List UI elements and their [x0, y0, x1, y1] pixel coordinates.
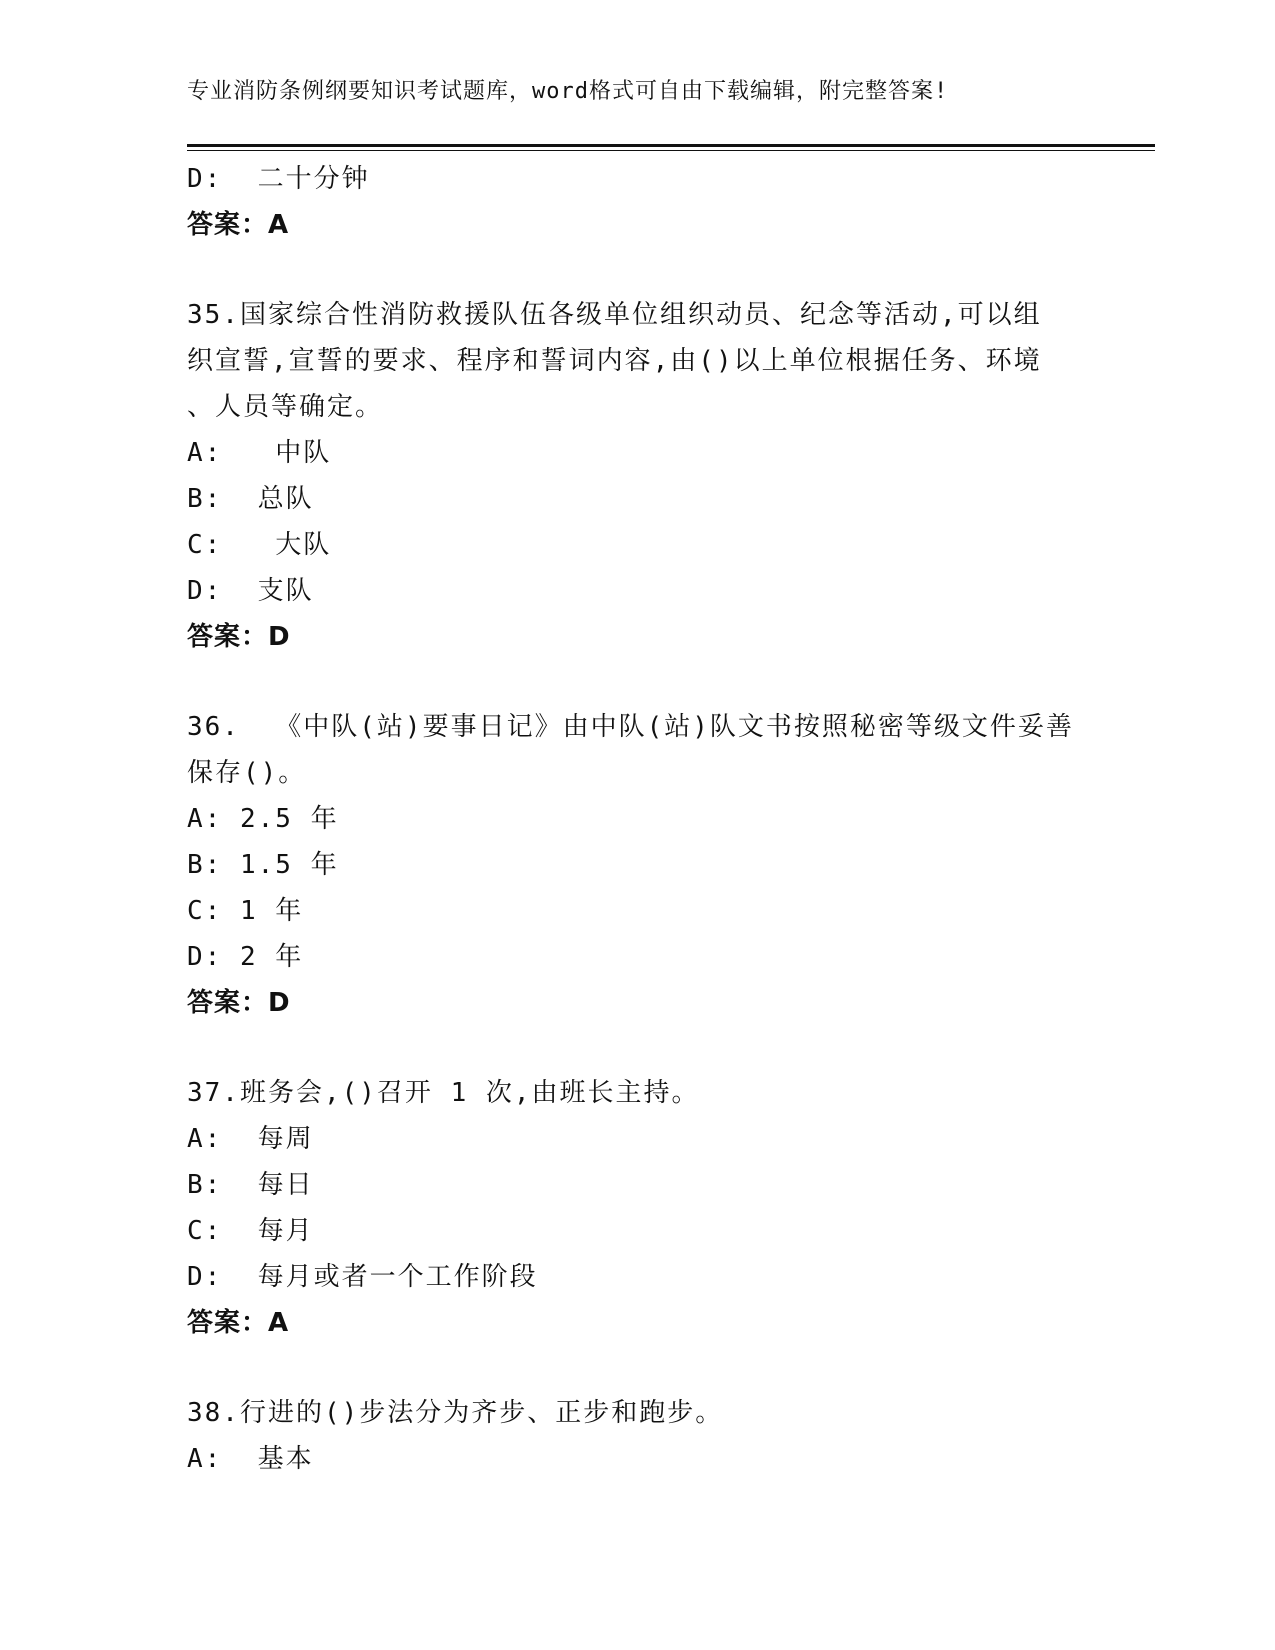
answer-line: 答案：A	[187, 1308, 290, 1338]
header-rule-thin	[187, 150, 1155, 151]
question-text-line: 保存()。	[187, 758, 307, 788]
question-text-line: 38.行进的()步法分为齐步、正步和跑步。	[187, 1398, 724, 1428]
option-a: A: 中队	[187, 438, 332, 468]
option-c: C: 大队	[187, 530, 332, 560]
option-d: D: 2 年	[187, 942, 304, 972]
question-list	[187, 156, 1087, 1482]
spacer	[187, 1026, 1087, 1070]
option-b: B: 每日	[187, 1170, 314, 1200]
option-d: D: 二十分钟	[187, 164, 370, 194]
question-36	[187, 704, 1087, 1026]
option-d: D: 每月或者一个工作阶段	[187, 1262, 538, 1292]
spacer	[187, 1346, 1087, 1390]
question-text-line: 、人员等确定。	[187, 392, 384, 422]
spacer	[187, 248, 1087, 292]
option-c: C: 每月	[187, 1216, 314, 1246]
spacer	[187, 660, 1087, 704]
answer-line: 答案：D	[187, 988, 291, 1018]
option-a: A: 2.5 年	[187, 804, 339, 834]
option-b: B: 总队	[187, 484, 314, 514]
question-text-line: 35.国家综合性消防救援队伍各级单位组织动员、纪念等活动,可以组	[187, 300, 1042, 330]
question-38	[187, 1390, 1087, 1482]
header-rule-thick	[187, 144, 1155, 147]
page-header: 专业消防条例纲要知识考试题库，word格式可自由下载编辑，附完整答案!	[187, 79, 949, 104]
option-b: B: 1.5 年	[187, 850, 339, 880]
question-35	[187, 292, 1087, 660]
answer-line: 答案：D	[187, 622, 291, 652]
option-c: C: 1 年	[187, 896, 304, 926]
answer-line: 答案：A	[187, 210, 290, 240]
question-text-line: 37.班务会,()召开 1 次,由班长主持。	[187, 1078, 700, 1108]
option-a: A: 每周	[187, 1124, 314, 1154]
option-d: D: 支队	[187, 576, 314, 606]
option-a: A: 基本	[187, 1444, 314, 1474]
question-text-line: 36. 《中队(站)要事日记》由中队(站)队文书按照秘密等级文件妥善	[187, 712, 1074, 742]
question-text-line: 织宣誓,宣誓的要求、程序和誓词内容,由()以上单位根据任务、环境	[187, 346, 1042, 376]
question-37	[187, 1070, 1087, 1346]
